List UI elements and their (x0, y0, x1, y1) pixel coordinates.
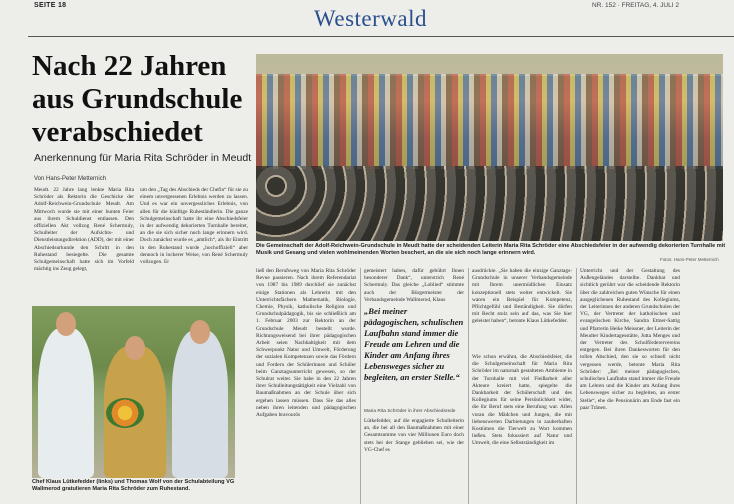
photo-caption-top: Die Gemeinschaft der Adolf-Reichwein-Grundschule in Meudt hatte der scheidenden Leiterin Maria Rita Schröder eine Abschiedsfeier in der aufwendig dekorierten Turnhalle mit Musik und Gesang und vielen wohlmeinenden Worten beschert, an die sie sich noch lange erinnern wird. (256, 243, 726, 256)
photo-credit: Fotos: Hans-Peter Metternich (660, 257, 719, 262)
section-title: Westerwald (314, 6, 427, 31)
face-left (56, 312, 76, 336)
article-column-1: Meudt. 22 Jahre lang lenkte Maria Rita Schröder als Rektorin die Geschicke der Adolf-Reichwein-Grundschule Meudt. Am Mittwoch wurde sie mit einer bunten Feier aus ihrem Schuldienst entlassen. Den offiziellen Akt vollzog René Schermuly, Schulleiter der Aufsichts- und Dienstleistungsdirektion (ADD), der mit einer Abschiedsurkunde den Schritt in den Ruhestand besiegelte. Die gesamte Schulgemeinschaft hatte sich im Vorfeld mächtig ins Zeug gelegt, (34, 187, 134, 273)
face-right (190, 320, 210, 344)
article-column-2: um den „Tag des Abschieds der Chefin“ für sie zu einem unvergessenen Erlebnis werden zu lassen. Und es war ein unvergessliches Erlebnis, von allen für die künftige Ruheständlerin. Die ganze Schulgemeinschaft hatte ihr eine Abschiedsfeier in der aufwendig dekorierten Turnhalle bereitet, an die sie sich sicher noch lange erinnern wird. Doch zunächst wurde es „amtlich“, als ihr Eintritt in den Ruhestand wurde „hochoffiziell“ aber dennoch in lockerer Weise, von René Schermuly vollzogen. Er (140, 187, 248, 266)
byline: Von Hans-Peter Metternich (34, 176, 107, 182)
header-rule (28, 36, 734, 37)
photo-school-celebration (256, 54, 723, 241)
issue-info: NR. 152 · FREITAG, 4. JULI 2 (592, 2, 679, 9)
article-column-3: ließ den Berufsweg von Maria Rita Schröder Revue passieren. Nach ihrem Referendariat von 1987 bis 1989 durchlief sie zunächst einige Stationen als Lehrerin mit den Unterrichtsfächern Mathematik, Biologie, Chemie, Physik, katholische Religion und Grundschulpädagogik, bis sie schließlich am 1. Februar 2003 zur Rektorin an der Grundschule Meudt bestellt wurde. Richtungsweisend bei ihrer pädagogischen Arbeit seien Nachhaltigkeit mit dem Schwerpunkt Natur und Umwelt, Förderung der sozialen Kompetenzen sowie das Fördern und Fordern der Schülerinnen und Schüler beim Ganztagsunterricht gewesen, so der Schulrat weiter. Sie habe in den 22 Jahren ihrer Schulleitungstätigkeit eine Vielzahl von Baumaßnahmen an der Schule über sich ergehen lassen müssen. Dass Sie das alles neben ihren leitenden und pädagogischen Aufgaben bravourös (256, 268, 356, 419)
page-number: SEITE 18 (34, 2, 67, 9)
pull-quote-caption: Maria Rita Schröder in ihrer Abschiedsrede (364, 409, 456, 414)
article-column-4b: Lütkefedder, auf die engagierte Schulleiterin an, die bei all den Baumaßnahmen mit einer Gesamtsumme von vier Millionen Euro doch stets bei der Stange geblieben sei, wie der VG-Chef es (364, 418, 464, 453)
pull-quote: „Bei meiner pädagogischen, schulischen Laufbahn stand immer die Freude am Lehren und die Kinder am Anfang ihres Lebensweges sicher zu begleiten, an erster Stelle.“ (364, 306, 464, 382)
article-column-6: Unterricht und der Gestaltung des Außengeländes darstellte. Dankbar und sichtlich gerührt war die scheidende Rektorin über die zahlreichen guten Wünsche für einen ausgeglichenen Ruhestand des Kollegiums, der Leiterinnen der anderen Grundschulen der VG, der Vertreter der katholischen und evangelischen Kirche, Sandra Ettner-Sattig und Pfarrerin Heike Meissner, der Leiterin der Meudter Kindertagesstätte, Jutta Menges und der Vertreter des Schulförderervereins entgegen. Bei ihren Dankesworten für den tollen Abschied, den sie so schnell nicht vergessen werde, betonte Maria Rita Schröder: „Bei meiner pädagogischen, schulischen Laufbahn stand immer die Freude am Lehren und die Kinder am Anfang ihres Lebensweges sicher zu begleiten, an erster Stelle“, ehe die Pensionärin am Ende fast ein paar Tränen. (580, 268, 680, 411)
person-left (38, 328, 94, 478)
person-right (172, 330, 228, 478)
photo-stage-area (256, 54, 723, 76)
photo-congratulation (32, 306, 235, 478)
photo-audience (256, 166, 723, 241)
column-divider (468, 268, 469, 504)
article-column-5b: Wie schon erwähnt, die Abschiedsfeier, die die Schulgemeinschaft für Maria Rita Schröder im naturnah gestalteten Ambiente in der Turnhalle mit viel Fleißarbeit aller Akteure kreiert hatte, spiegelte die Dankbarkeit der Schülerschaft und des Kollegiums für seine Persönlichkeit wider, die ihr Beruf stets eine Berufung war. Allen voran die Mädchen und Jungen, die mit liebenswerten Darbietungen in zauberhaften Kostümen die Tierwelt zu Wort kommen ließen. Stets fokussiert auf Natur und Umwelt, die eine Selbstständigkeit im (472, 354, 572, 447)
flower-bouquet-icon (106, 398, 144, 428)
article-column-5a: ausdrückte. „Sie haben die einzige Ganztags-Grundschule in unserer Verbandsgemeinde mit Ihrem unermüdlichen Einsatz konzeptionell stets weiter entwickelt. Sie waren ein Beispiel für Kompetenz, Pflichtgefühl und Beständigkeit. Sie dürfen mit Recht stolz sein auf das, was Sie hier geleistet haben“, betonte Klaus Lütkefedder. (472, 268, 572, 325)
photo-caption-left: Chef Klaus Lütkefedder (links) und Thomas Wolf von der Schulabteilung VG Wallmerod gratulieren Maria Rita Schröder zum Ruhestand. (32, 479, 235, 492)
subheadline: Anerkennung für Maria Rita Schröder in Meudt (34, 152, 252, 164)
column-divider (576, 268, 577, 504)
face-center (125, 336, 145, 360)
article-column-4a: gemeistert haben, dafür gebührt Ihnen besonderer Dank“, unterstrich René Schermuly. Das gleiche „Loblied“ stimmte auch der Bürgermeister der Verbandsgemeinde Wallmerod, Klaus (364, 268, 464, 303)
photo-children-costumes (256, 74, 723, 169)
column-divider (360, 268, 361, 504)
headline: Nach 22 Jahren aus Grundschule verabschiedet (32, 50, 243, 148)
